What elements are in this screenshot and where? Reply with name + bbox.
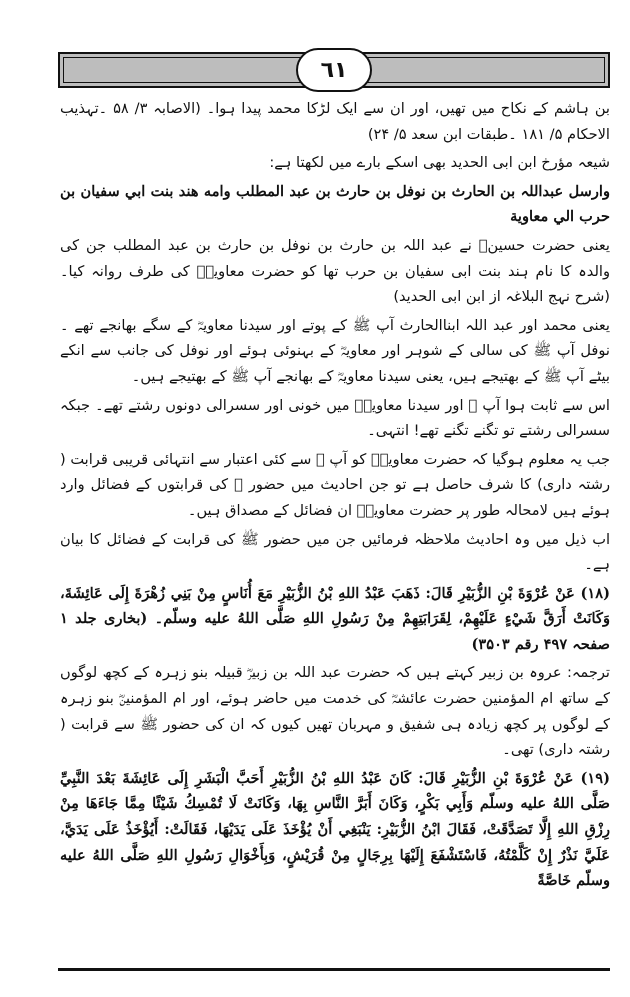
arabic-quote-1: وارسل عبداللہ بن الحارث بن نوفل بن حارث بن عبد المطلب وامه هند بنت ابي سفيان بن حرب الي معاوية [60, 182, 610, 226]
paragraph-7: جب یہ معلوم ہوگیا کہ حضرت معاویہؓ کو آپ ﷺ سے کئی اعتبار سے انتہائی قریبی قرابت ( رشتہ داری) کا شرف حاصل ہے تو جن احادیث میں حضور ﷺ کی قرابتوں کے فضائل وارد ہوئے ہیں لامحالہ طور پر حضرت معاویہؓ ان فضائل کے مصداق ہیں۔ [60, 450, 610, 519]
paragraph-5: یعنی محمد اور عبد اللہ ابناالحارث آپ ﷺ کے پوتے اور سیدنا معاویہؓ کے سگے بھانجے تھے ۔ نوفل آپ ﷺ کی سالی کے شوہر اور معاویہؓ کے بہنوئی ہوئے اور نوفل کی جانب سے انکے بیٹے آپ ﷺ کے بھتیجے ہیں، یعنی سیدنا معاویہؓ کے بھانجے آپ ﷺ کے بھتیجے ہیں۔ [60, 316, 610, 385]
paragraph-1: بن ہاشم کے نکاح میں تھیں، اور ان سے ایک لڑکا محمد پیدا ہوا۔ (الاصابہ ۳/ ۵۸ ۔تہذیب الاحکام ۵/ ۱۸۱ ۔طبقات ابن سعد ۵/ ۲۴) [60, 100, 610, 143]
page-body [60, 96, 610, 894]
page-number-badge [296, 48, 372, 92]
hadith-19: (۱۹) عَنْ عُرْوَةَ بْنِ الزُّبَيْرِ قَالَ: كَانَ عَبْدُ اللهِ بْنُ الزُّبَيْرِ أَحَبَّ الْبَشَرِ إِلَى عَائِشَةَ بَعْدَ النَّبِيِّ صَلَّى اللهُ عليه وسلّم وَأَبِي بَكْرٍ، وَكَانَ أَبَرَّ النَّاسِ بِهَا، وَكَانَتْ لَا تُمْسِكُ شَيْئًا مِمَّا جَاءَهَا مِنْ رِزْقِ اللهِ إِلَّا تَصَدَّقَتْ، فَقَالَ ابْنُ الزُّبَيْرِ: يَنْبَغِي أَنْ يُؤْخَذَ عَلَى يَدَيْهَا، فَقَالَتْ: أَيُؤْخَذُ عَلَى يَدَيَّ، عَلَيَّ نَذْرٌ إِنْ كَلَّمْتُهُ، فَاسْتَشْفَعَ إِلَيْهَا بِرِجَالٍ مِنْ قُرَيْشٍ، وَبِأَخْوَالِ رَسُولِ اللهِ صَلَّى اللهُ عليه وسلّم خَاصَّةً [60, 769, 610, 890]
footer-rule [58, 968, 610, 971]
paragraph-4: یعنی حضرت حسینؓ نے عبد اللہ بن حارث بن نوفل بن حارث بن عبد المطلب جن کی والدہ کا نام ہند بنت ابی سفیان بن حرب تھا کو حضرت معاویہؓ کی طرف روانہ کیا۔ (شرح نہج البلاغہ از ابن ابی الحدید) [60, 236, 610, 306]
paragraph-6: اس سے ثابت ہوا آپ ﷺ اور سیدنا معاویہؓ میں خونی اور سسرالی دونوں رشتے تھے۔ جبکہ سسرالی رشتے تو تگنے تگنے تھے! انتہی۔ [60, 396, 610, 440]
hadith-18: (۱۸) عَنْ عُرْوَةَ بْنِ الزُّبَيْرِ قَالَ: ذَهَبَ عَبْدُ اللهِ بْنُ الزُّبَيْرِ مَعَ أُنَاسٍ مِنْ بَنِي زُهْرَةَ إِلَى عَائِشَةَ، وَكَانَتْ أَرَقَّ شَيْءٍ عَلَيْهِمْ، لِقَرَابَتِهِمْ مِنْ رَسُولِ اللهِ صَلَّى اللهُ عليه وسلّم۔ (بخاری جلد ۱ صفحہ ۴۹۷ رقم ۳۵۰۳) [60, 584, 610, 653]
page-number: ٦١ [320, 57, 348, 83]
translation-18: ترجمہ: عروہ بن زبیر کہتے ہیں کہ حضرت عبد اللہ بن زبیرؓ قبیلہ بنو زہرہ کے کچھ لوگوں کے ساتھ ام المؤمنین حضرت عائشہؓ کی خدمت میں حاضر ہوئے، اور ام المؤمنینؓ بنو زہرہ کے لوگوں پر کچھ زیادہ ہی شفیق و مہربان تھیں کیوں کہ ان کی حضور ﷺ سے قرابت ( رشتہ داری) تھی۔ [60, 664, 610, 759]
paragraph-2: شیعہ مؤرخ ابن ابی الحدید بھی اسکے بارے میں لکھتا ہے: [269, 154, 610, 172]
paragraph-8: اب ذیل میں وہ احادیث ملاحظہ فرمائیں جن میں حضور ﷺ کی قرابت کے فضائل کا بیان ہے۔ [60, 530, 610, 574]
page-header-band [58, 52, 610, 88]
